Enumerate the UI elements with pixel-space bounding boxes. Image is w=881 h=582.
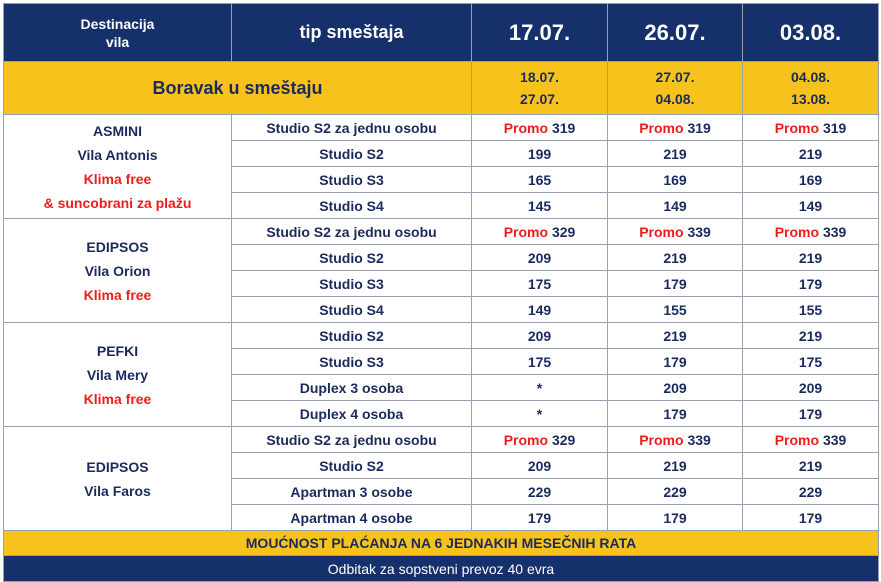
price-cell (608, 479, 743, 505)
price-cell (472, 479, 608, 505)
price-value: 169 (663, 171, 687, 188)
room-type-cell: Studio S2 (232, 245, 472, 271)
price-value: 229 (527, 483, 552, 500)
price-cell (472, 349, 608, 375)
price-value: 175 (527, 353, 552, 370)
villa-feature: & suncobrani za plažu (43, 194, 192, 211)
price-value: 219 (663, 327, 687, 344)
room-type-cell: Apartman 3 osobe (232, 479, 472, 505)
price-value: 319 (551, 119, 576, 136)
header-date-3: 03.08. (743, 4, 879, 62)
villa-info-cell (4, 323, 232, 427)
promo-label: Promo (503, 431, 549, 448)
room-type-cell: Duplex 4 osoba (232, 401, 472, 427)
room-type-cell: Duplex 3 osoba (232, 375, 472, 401)
price-cell (472, 453, 608, 479)
price-cell (608, 297, 743, 323)
villa-feature: Klima free (83, 390, 152, 407)
price-value: 155 (798, 301, 823, 318)
price-value: 219 (663, 145, 687, 162)
villa-feature: Klima free (83, 170, 152, 187)
price-cell (472, 427, 608, 453)
villa-name: ASMINI (93, 122, 142, 139)
price-value: 339 (822, 431, 847, 448)
stay-range-1-from: 18.07. (520, 69, 559, 85)
price-value: 219 (798, 327, 823, 344)
stay-range-2-from: 27.07. (655, 69, 695, 85)
villa-name: Vila Orion (84, 262, 151, 279)
price-cell (743, 375, 879, 401)
price-cell (472, 323, 608, 349)
price-value: 219 (798, 145, 823, 162)
price-value: 339 (687, 223, 711, 240)
price-value: 149 (798, 197, 823, 214)
room-type-cell: Studio S2 (232, 453, 472, 479)
table-row (4, 323, 879, 349)
price-value: 219 (798, 457, 823, 474)
price-cell (608, 401, 743, 427)
price-cell (472, 401, 608, 427)
price-cell (608, 245, 743, 271)
footer-row (4, 556, 879, 582)
room-type-cell: Studio S4 (232, 297, 472, 323)
price-value: * (536, 405, 543, 422)
stay-label: Boravak u smeštaju (4, 62, 472, 115)
price-cell (472, 245, 608, 271)
price-cell (743, 323, 879, 349)
stay-range-3-to: 13.08. (791, 91, 830, 107)
price-cell (743, 141, 879, 167)
price-cell (743, 167, 879, 193)
price-cell (608, 349, 743, 375)
villa-name: PEFKI (96, 342, 139, 359)
price-cell (743, 193, 879, 219)
room-type-cell: Studio S3 (232, 349, 472, 375)
price-cell (743, 401, 879, 427)
price-cell (608, 141, 743, 167)
price-cell (472, 141, 608, 167)
room-type-cell: Apartman 4 osobe (232, 505, 472, 531)
footer-note: Odbitak za sopstveni prevoz 40 evra (4, 556, 879, 582)
price-cell (608, 193, 743, 219)
price-value: 165 (527, 171, 552, 188)
installment-row (4, 531, 879, 556)
price-cell (472, 375, 608, 401)
room-type-cell: Studio S2 za jednu osobu (232, 219, 472, 245)
villa-name: Vila Mery (86, 366, 149, 383)
price-value: 209 (527, 457, 552, 474)
price-value: 319 (687, 119, 711, 136)
room-type-cell: Studio S2 (232, 141, 472, 167)
price-value: 145 (527, 197, 552, 214)
price-cell (743, 245, 879, 271)
price-value: 229 (798, 483, 823, 500)
price-value: 199 (527, 145, 552, 162)
price-value: 209 (798, 379, 823, 396)
price-value: 175 (798, 353, 823, 370)
price-value: 179 (798, 275, 823, 292)
villa-info-cell (4, 427, 232, 531)
price-cell (472, 271, 608, 297)
villa-name: EDIPSOS (86, 238, 149, 255)
price-cell (608, 453, 743, 479)
price-cell (608, 271, 743, 297)
stay-range-1 (472, 62, 608, 115)
promo-label: Promo (774, 119, 820, 136)
price-cell (743, 115, 879, 141)
price-value: 175 (527, 275, 552, 292)
price-cell (608, 219, 743, 245)
room-type-cell: Studio S2 za jednu osobu (232, 115, 472, 141)
promo-label: Promo (503, 119, 549, 136)
villa-feature: Klima free (83, 286, 152, 303)
price-value: 219 (798, 249, 823, 266)
promo-label: Promo (639, 223, 684, 240)
promo-label: Promo (639, 431, 684, 448)
price-value: 319 (822, 119, 847, 136)
header-date-1: 17.07. (472, 4, 608, 62)
price-value: 219 (663, 249, 687, 266)
price-table (3, 3, 879, 582)
stay-range-3-from: 04.08. (791, 69, 830, 85)
stay-range-1-to: 27.07. (520, 91, 559, 107)
price-value: 155 (663, 301, 687, 318)
header-vila-label: vila (105, 33, 130, 50)
villa-info-cell (4, 115, 232, 219)
price-value: 329 (551, 223, 576, 240)
price-value: 209 (527, 327, 552, 344)
price-cell (743, 219, 879, 245)
price-cell (743, 297, 879, 323)
price-value: 179 (798, 509, 823, 526)
room-type-cell: Studio S2 (232, 323, 472, 349)
price-value: 179 (663, 275, 687, 292)
price-cell (743, 271, 879, 297)
price-cell (743, 453, 879, 479)
villa-name: Vila Faros (84, 482, 151, 499)
price-cell (743, 427, 879, 453)
stay-range-3 (743, 62, 879, 115)
price-cell (472, 167, 608, 193)
price-cell (608, 505, 743, 531)
price-value: 209 (527, 249, 552, 266)
price-cell (472, 505, 608, 531)
price-value: 179 (663, 509, 687, 526)
price-value: 169 (798, 171, 823, 188)
table-row (4, 219, 879, 245)
price-cell (608, 167, 743, 193)
stay-range-2 (608, 62, 743, 115)
promo-label: Promo (774, 431, 820, 448)
price-value: 329 (551, 431, 576, 448)
price-value: 179 (798, 405, 823, 422)
villa-name: Vila Antonis (77, 146, 158, 163)
price-cell (608, 115, 743, 141)
price-cell (472, 219, 608, 245)
price-cell (743, 505, 879, 531)
price-cell (608, 427, 743, 453)
header-date-2: 26.07. (608, 4, 743, 62)
room-type-cell: Studio S4 (232, 193, 472, 219)
header-destination-cell (4, 4, 232, 62)
price-value: 339 (822, 223, 847, 240)
price-value: 149 (527, 301, 552, 318)
price-cell (472, 115, 608, 141)
price-cell (608, 375, 743, 401)
header-destination-label: Destinacija (80, 15, 155, 32)
price-cell (608, 323, 743, 349)
price-cell (472, 297, 608, 323)
installment-note: MOUĆNOST PLAĆANJA NA 6 JEDNAKIH MESEČNIH RATA (4, 531, 879, 556)
price-value: 149 (663, 197, 687, 214)
header-type-label: tip smeštaja (232, 4, 472, 62)
price-value: 209 (663, 379, 687, 396)
header-row (4, 4, 879, 62)
price-cell (743, 479, 879, 505)
stay-range-2-to: 04.08. (655, 91, 695, 107)
price-value: 179 (527, 509, 552, 526)
room-type-cell: Studio S3 (232, 271, 472, 297)
price-value: 339 (687, 431, 711, 448)
promo-label: Promo (639, 119, 684, 136)
price-value: 229 (663, 483, 687, 500)
room-type-cell: Studio S3 (232, 167, 472, 193)
price-value: 219 (663, 457, 687, 474)
villa-name: EDIPSOS (86, 458, 149, 475)
price-cell (472, 193, 608, 219)
price-value: 179 (663, 405, 687, 422)
room-type-cell: Studio S2 za jednu osobu (232, 427, 472, 453)
table-row (4, 115, 879, 141)
price-value: * (536, 379, 543, 396)
table-row (4, 427, 879, 453)
villa-info-cell (4, 219, 232, 323)
price-value: 179 (663, 353, 687, 370)
price-cell (743, 349, 879, 375)
promo-label: Promo (774, 223, 820, 240)
promo-label: Promo (503, 223, 549, 240)
stay-row (4, 62, 879, 115)
